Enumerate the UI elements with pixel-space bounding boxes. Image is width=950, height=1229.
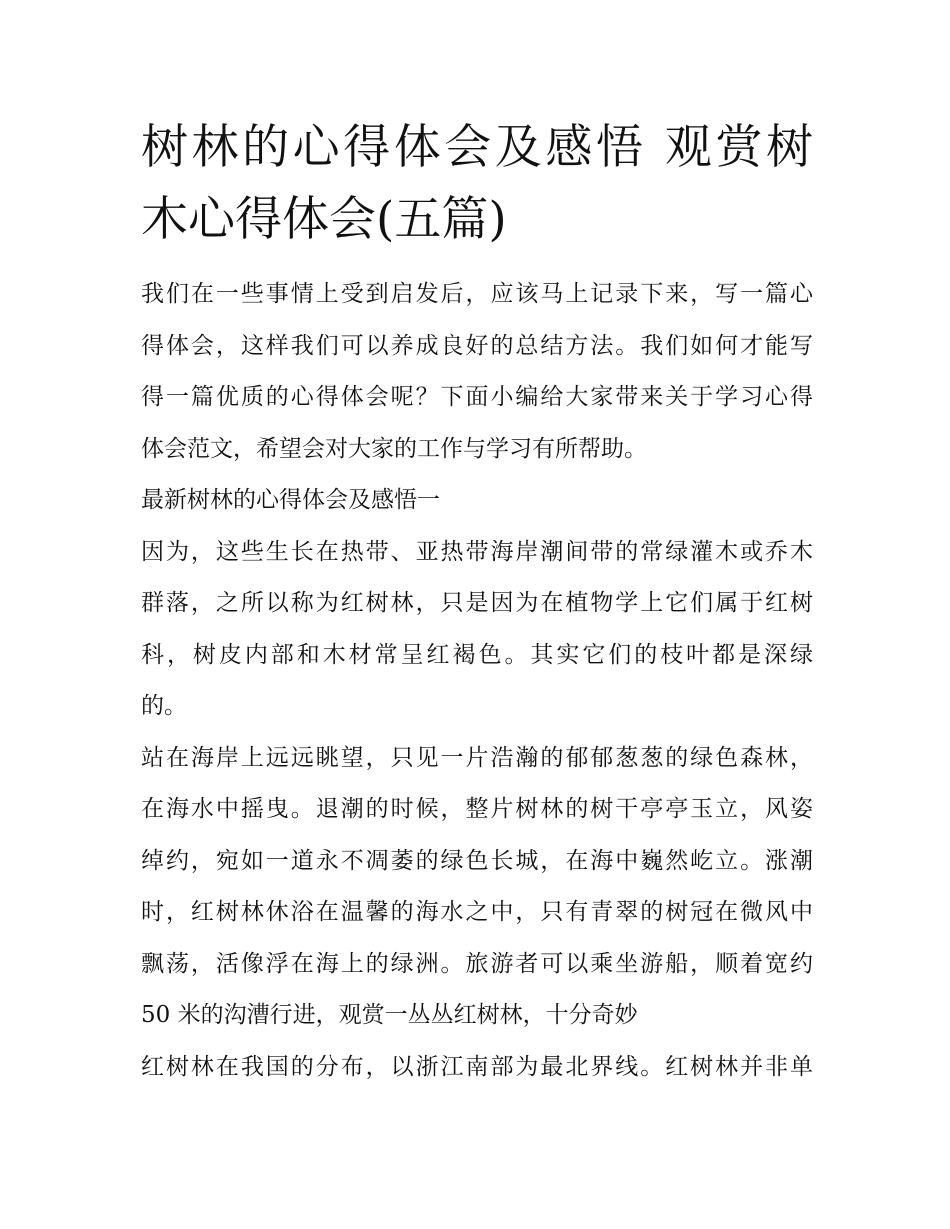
document-title bbox=[141, 112, 813, 256]
intro-paragraph bbox=[141, 269, 813, 475]
text-line: 得一篇优质的心得体会呢？下面小编给大家带来关于学习心得 bbox=[141, 384, 813, 410]
text-line: 群落，之所以称为红树林，只是因为在植物学上它们属于红树 bbox=[141, 590, 813, 616]
text-line: 绰约，宛如一道永不凋萎的绿色长城，在海中巍然屹立。涨潮 bbox=[141, 847, 813, 874]
text-line: 飘荡，活像浮在海上的绿洲。旅游者可以乘坐游船，顺着宽约 bbox=[141, 950, 813, 977]
body-paragraph bbox=[141, 1042, 813, 1094]
text-line: 50 米的沟漕行进，观赏一丛丛红树林，十分奇妙 bbox=[141, 1002, 638, 1028]
text-line: 因为，这些生长在热带、亚热带海岸潮间带的常绿灌木或乔木 bbox=[141, 538, 813, 565]
text-line: 得体会，这样我们可以养成良好的总结方法。我们如何才能写 bbox=[141, 332, 813, 359]
title-line: 木心得体会(五篇) bbox=[141, 192, 507, 247]
text-line: 的。 bbox=[141, 693, 187, 719]
document-body bbox=[141, 112, 813, 1093]
section-heading bbox=[141, 475, 813, 527]
text-line: 科，树皮内部和木材常呈红褐色。其实它们的枝叶都是深绿 bbox=[141, 641, 813, 668]
text-line: 红树林在我国的分布，以浙江南部为最北界线。红树林并非单 bbox=[141, 1053, 813, 1080]
text-line: 在海水中摇曳。退潮的时候，整片树林的树干亭亭玉立，风姿 bbox=[141, 796, 813, 822]
text-line: 时，红树林休浴在温馨的海水之中，只有青翠的树冠在微风中 bbox=[141, 899, 813, 925]
text-line: 体会范文，希望会对大家的工作与学习有所帮助。 bbox=[141, 435, 647, 462]
body-paragraph bbox=[141, 527, 813, 733]
text-line: 我们在一些事情上受到启发后，应该马上记录下来，写一篇心 bbox=[141, 281, 813, 307]
text-line: 最新树林的心得体会及感悟一 bbox=[141, 487, 440, 513]
body-paragraph bbox=[141, 733, 813, 1042]
text-line: 站在海岸上远远眺望，只见一片浩瀚的郁郁葱葱的绿色森林， bbox=[141, 744, 813, 771]
title-line: 树林的心得体会及感悟 观赏树 bbox=[141, 120, 813, 175]
